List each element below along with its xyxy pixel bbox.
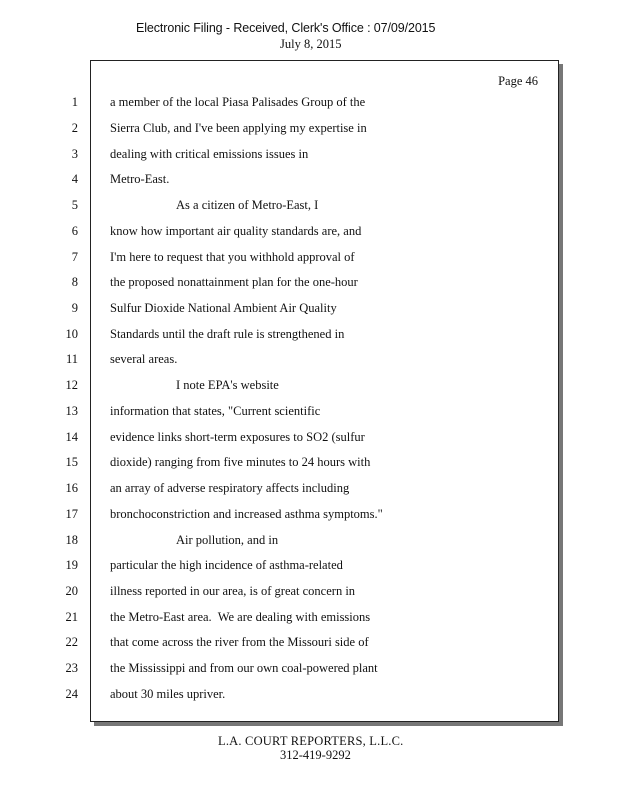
line-number: 16 (65, 481, 78, 495)
line-number: 8 (71, 275, 78, 289)
transcript-line: I note EPA's website (176, 378, 279, 392)
line-number: 22 (65, 635, 78, 649)
reporter-company: L.A. COURT REPORTERS, L.L.C. (218, 734, 404, 748)
transcript-line: Air pollution, and in (176, 533, 279, 547)
reporter-phone: 312-419-9292 (280, 748, 351, 762)
line-number: 6 (71, 224, 78, 238)
line-number: 19 (65, 558, 78, 572)
line-number: 13 (65, 404, 78, 418)
transcript-line: Standards until the draft rule is strengthened in (110, 327, 345, 341)
line-number: 9 (71, 301, 78, 315)
line-number: 10 (65, 327, 78, 341)
transcript-line: dealing with critical emissions issues in (110, 147, 309, 161)
line-number: 15 (65, 455, 78, 469)
transcript-line: evidence links short-term exposures to SO2 (sulfur (110, 430, 365, 444)
hearing-date: July 8, 2015 (280, 37, 342, 51)
page-number: Page 46 (498, 74, 538, 88)
line-number: 12 (65, 378, 78, 392)
transcript-line: the Mississippi and from our own coal-powered plant (110, 661, 378, 675)
transcript-line: about 30 miles upriver. (110, 687, 226, 701)
line-number: 11 (65, 352, 78, 366)
line-number: 17 (65, 507, 78, 521)
transcript-line: the proposed nonattainment plan for the one-hour (110, 275, 358, 289)
line-number: 23 (65, 661, 78, 675)
transcript-line: information that states, "Current scientific (110, 404, 321, 418)
transcript-line: I'm here to request that you withhold approval of (110, 250, 355, 264)
line-number: 7 (71, 250, 78, 264)
line-number: 21 (65, 610, 78, 624)
transcript-line: Sulfur Dioxide National Ambient Air Quality (110, 301, 337, 315)
line-number: 2 (71, 121, 78, 135)
line-number: 20 (65, 584, 78, 598)
line-number: 1 (71, 95, 78, 109)
transcript-line: Metro-East. (110, 172, 170, 186)
transcript-line: Sierra Club, and I've been applying my expertise in (110, 121, 367, 135)
transcript-line: a member of the local Piasa Palisades Group of the (110, 95, 366, 109)
transcript-line: several areas. (110, 352, 178, 366)
line-number: 24 (65, 687, 78, 701)
line-number: 18 (65, 533, 78, 547)
line-number: 14 (65, 430, 78, 444)
line-number: 3 (71, 147, 78, 161)
transcript-line: As a citizen of Metro-East, I (176, 198, 319, 212)
transcript-line: particular the high incidence of asthma-related (110, 558, 343, 572)
transcript-line: illness reported in our area, is of great concern in (110, 584, 356, 598)
line-number: 4 (71, 172, 78, 186)
transcript-line: the Metro-East area. We are dealing with emissions (110, 610, 371, 624)
line-number: 5 (71, 198, 78, 212)
transcript-line: an array of adverse respiratory affects including (110, 481, 350, 495)
filing-stamp: Electronic Filing - Received, Clerk's Office : 07/09/2015 (136, 21, 436, 35)
transcript-line: dioxide) ranging from five minutes to 24 hours with (110, 455, 371, 469)
transcript-line: bronchoconstriction and increased asthma symptoms." (110, 507, 383, 521)
transcript-line: that come across the river from the Missouri side of (110, 635, 369, 649)
transcript-line: know how important air quality standards are, and (110, 224, 362, 238)
